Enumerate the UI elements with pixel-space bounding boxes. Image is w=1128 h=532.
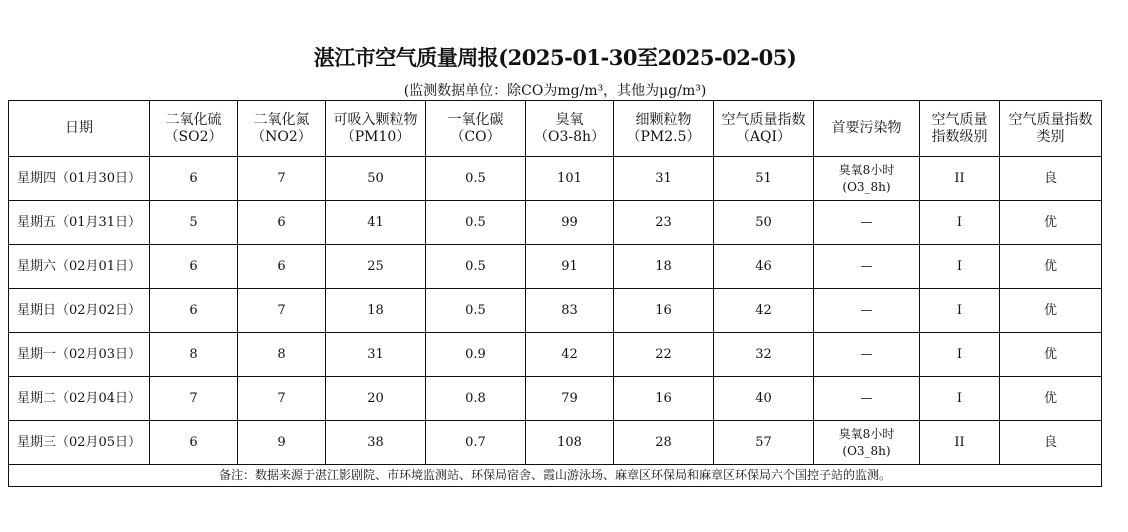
so2-cell: 6 [150, 157, 238, 201]
header-aqi-category [1000, 101, 1102, 157]
aqi-category-cell: 优 [1000, 377, 1102, 421]
aqi-category-cell: 优 [1000, 245, 1102, 289]
header-so2 [150, 101, 238, 157]
pm10-cell: 50 [326, 157, 426, 201]
table-row [9, 289, 1102, 333]
header-sublabel: 类别 [1036, 128, 1065, 145]
so2-cell: 6 [150, 289, 238, 333]
date-cell: 星期四（01月30日） [9, 157, 150, 201]
pm25-cell: 18 [614, 245, 714, 289]
header-sublabel: （PM10） [340, 128, 411, 145]
table-row [9, 377, 1102, 421]
header-label: 细颗粒物 [635, 111, 692, 128]
pollutant-name: 臭氧8小时 [838, 162, 895, 177]
header-label: 二氧化氮 [253, 111, 310, 128]
aqi-cell: 32 [714, 333, 814, 377]
header-label: 空气质量指数 [721, 111, 806, 128]
pollutant-name: 臭氧8小时 [838, 426, 895, 441]
so2-cell: 5 [150, 201, 238, 245]
footnote-row [9, 465, 1102, 487]
o3-cell: 99 [526, 201, 614, 245]
co-cell: 0.5 [426, 201, 526, 245]
o3-cell: 108 [526, 421, 614, 465]
header-label: 空气质量指数 [1008, 111, 1093, 128]
aqi-level-cell: II [920, 421, 1000, 465]
aqi-cell: 46 [714, 245, 814, 289]
pm10-cell: 31 [326, 333, 426, 377]
header-co [426, 101, 526, 157]
no2-cell: 7 [238, 157, 326, 201]
co-cell: 0.7 [426, 421, 526, 465]
aqi-cell: 42 [714, 289, 814, 333]
date-cell: 星期日（02月02日） [9, 289, 150, 333]
air-quality-table [8, 100, 1102, 487]
co-cell: 0.5 [426, 157, 526, 201]
pollutant-name: — [860, 303, 873, 317]
primary-pollutant-cell [814, 289, 920, 333]
aqi-cell: 40 [714, 377, 814, 421]
header-pm10 [326, 101, 426, 157]
no2-cell: 6 [238, 245, 326, 289]
pollutant-name: — [860, 259, 873, 273]
header-aqi-level [920, 101, 1000, 157]
pm10-cell: 38 [326, 421, 426, 465]
header-label: 二氧化硫 [165, 111, 222, 128]
no2-cell: 7 [238, 289, 326, 333]
primary-pollutant-cell [814, 201, 920, 245]
date-cell: 星期三（02月05日） [9, 421, 150, 465]
aqi-cell: 51 [714, 157, 814, 201]
aqi-level-cell: I [920, 333, 1000, 377]
pm10-cell: 20 [326, 377, 426, 421]
no2-cell: 6 [238, 201, 326, 245]
header-label: 一氧化碳 [447, 111, 504, 128]
no2-cell: 7 [238, 377, 326, 421]
aqi-category-cell: 优 [1000, 201, 1102, 245]
header-label: 日期 [65, 120, 93, 136]
table-row [9, 245, 1102, 289]
aqi-category-cell: 优 [1000, 333, 1102, 377]
co-cell: 0.5 [426, 289, 526, 333]
unit-note: (监测数据单位：除CO为mg/m³，其他为μg/m³) [403, 83, 707, 99]
co-cell: 0.8 [426, 377, 526, 421]
so2-cell: 6 [150, 421, 238, 465]
table-row [9, 333, 1102, 377]
o3-cell: 42 [526, 333, 614, 377]
aqi-level-cell: II [920, 157, 1000, 201]
header-sublabel: （NO2） [251, 128, 312, 145]
header-sublabel: （AQI） [735, 128, 792, 145]
so2-cell: 8 [150, 333, 238, 377]
table-row [9, 421, 1102, 465]
date-cell: 星期六（02月01日） [9, 245, 150, 289]
pm25-cell: 16 [614, 289, 714, 333]
footnote: 备注：数据来源于湛江影剧院、市环境监测站、环保局宿舍、霞山游泳场、麻章区环保局和麻章区环保局六个国控子站的监测。 [9, 465, 1102, 487]
table-row [9, 201, 1102, 245]
pollutant-code: (O3_8h) [842, 443, 891, 458]
so2-cell: 6 [150, 245, 238, 289]
aqi-cell: 50 [714, 201, 814, 245]
date-cell: 星期五（01月31日） [9, 201, 150, 245]
o3-cell: 101 [526, 157, 614, 201]
o3-cell: 83 [526, 289, 614, 333]
co-cell: 0.5 [426, 245, 526, 289]
pm10-cell: 25 [326, 245, 426, 289]
pollutant-name: — [860, 391, 873, 405]
primary-pollutant-cell [814, 245, 920, 289]
header-o3 [526, 101, 614, 157]
pm25-cell: 23 [614, 201, 714, 245]
pollutant-code: (O3_8h) [842, 179, 891, 194]
aqi-category-cell: 优 [1000, 289, 1102, 333]
no2-cell: 8 [238, 333, 326, 377]
aqi-level-cell: I [920, 377, 1000, 421]
header-date [9, 101, 150, 157]
co-cell: 0.9 [426, 333, 526, 377]
page-title: 湛江市空气质量周报(2025-01-30至2025-02-05) [313, 45, 797, 70]
header-sublabel: （O3-8h） [533, 128, 606, 145]
o3-cell: 79 [526, 377, 614, 421]
primary-pollutant-cell [814, 157, 920, 201]
pm10-cell: 41 [326, 201, 426, 245]
primary-pollutant-cell [814, 377, 920, 421]
header-no2 [238, 101, 326, 157]
date-cell: 星期一（02月03日） [9, 333, 150, 377]
aqi-level-cell: I [920, 245, 1000, 289]
no2-cell: 9 [238, 421, 326, 465]
header-sublabel: （PM2.5） [626, 128, 701, 145]
primary-pollutant-cell [814, 333, 920, 377]
aqi-level-cell: I [920, 289, 1000, 333]
pm25-cell: 22 [614, 333, 714, 377]
header-label: 空气质量 [931, 111, 988, 128]
pm25-cell: 31 [614, 157, 714, 201]
header-row [9, 101, 1102, 157]
header-label: 可吸入颗粒物 [333, 111, 418, 128]
aqi-cell: 57 [714, 421, 814, 465]
header-primary-pollutant [814, 101, 920, 157]
pm25-cell: 16 [614, 377, 714, 421]
so2-cell: 7 [150, 377, 238, 421]
table-row [9, 157, 1102, 201]
header-aqi [714, 101, 814, 157]
aqi-level-cell: I [920, 201, 1000, 245]
header-sublabel: 指数级别 [931, 128, 988, 145]
pollutant-name: — [860, 215, 873, 229]
pollutant-name: — [860, 347, 873, 361]
aqi-category-cell: 良 [1000, 421, 1102, 465]
header-label: 臭氧 [555, 111, 584, 128]
header-sublabel: （CO） [450, 128, 501, 145]
date-cell: 星期二（02月04日） [9, 377, 150, 421]
primary-pollutant-cell [814, 421, 920, 465]
pm10-cell: 18 [326, 289, 426, 333]
pm25-cell: 28 [614, 421, 714, 465]
header-sublabel: （SO2） [164, 128, 223, 145]
header-pm25 [614, 101, 714, 157]
o3-cell: 91 [526, 245, 614, 289]
header-label: 首要污染物 [831, 120, 902, 136]
aqi-category-cell: 良 [1000, 157, 1102, 201]
